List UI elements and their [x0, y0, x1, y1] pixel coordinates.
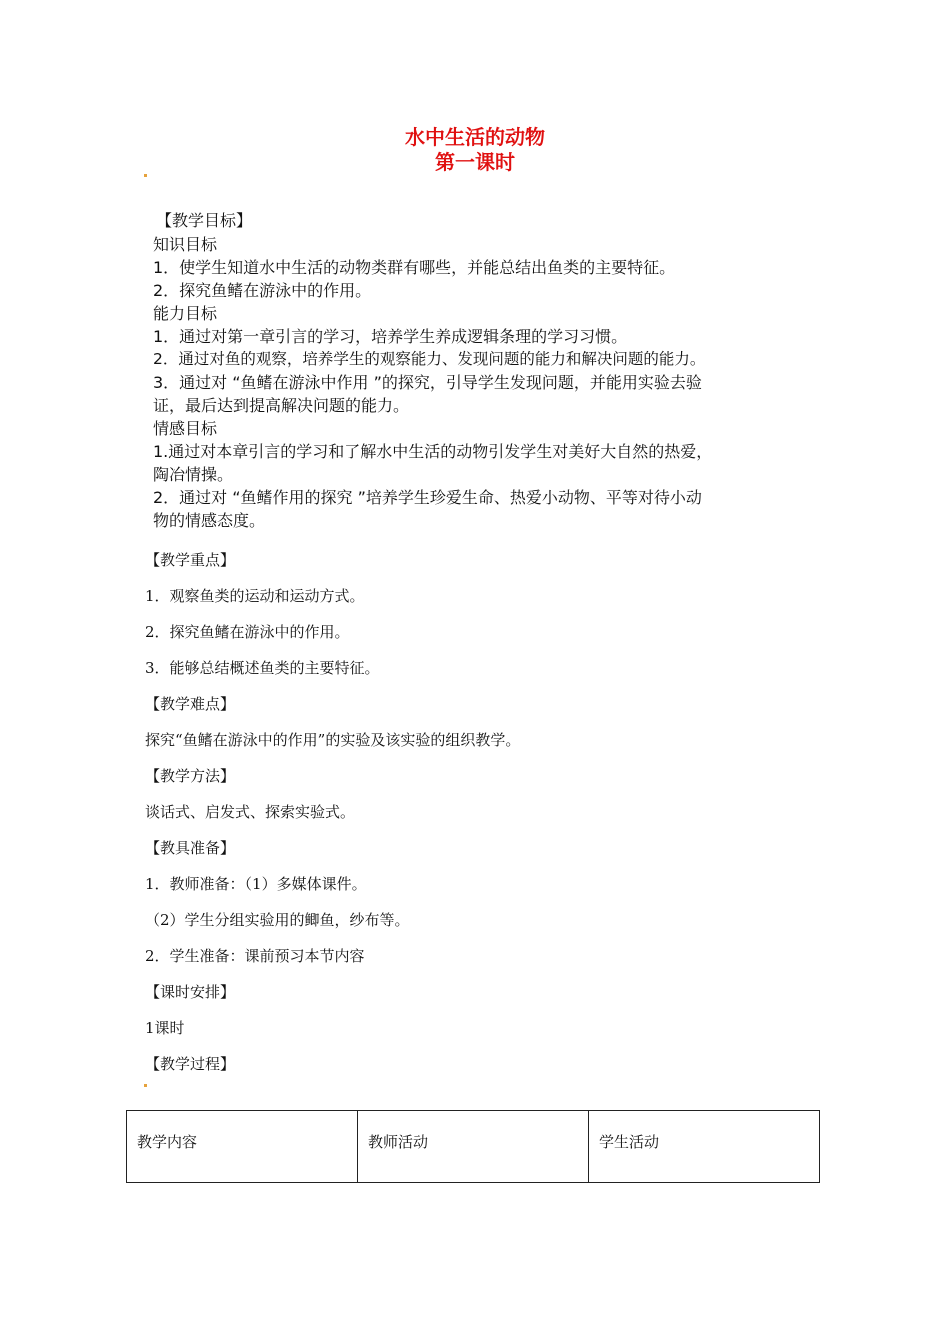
schedule-heading: 【课时安排】 [145, 983, 236, 1001]
knowledge-label: 知识目标 [153, 235, 218, 254]
knowledge-item: 1．使学生知道水中生活的动物类群有哪些，并能总结出鱼类的主要特征。 [153, 258, 676, 277]
bullet-marker [144, 174, 147, 177]
preparation-item: 1．教师准备：（1）多媒体课件。 [145, 875, 367, 893]
ability-item: 证，最后达到提高解决问题的能力。 [153, 396, 410, 415]
preparation-heading: 【教具准备】 [145, 839, 236, 857]
process-table [126, 1110, 820, 1183]
knowledge-item: 2．探究鱼鳍在游泳中的作用。 [153, 281, 372, 300]
difficulties-heading: 【教学难点】 [145, 695, 236, 713]
objectives-heading: 【教学目标】 [156, 211, 253, 230]
table-header-cell: 教学内容 [127, 1111, 358, 1183]
key-point-item: 1．观察鱼类的运动和运动方式。 [145, 587, 365, 605]
bullet-marker [144, 1084, 147, 1087]
document-title: 水中生活的动物 [405, 125, 545, 149]
table-header-cell: 教师活动 [358, 1111, 589, 1183]
process-heading: 【教学过程】 [145, 1055, 236, 1073]
key-points-heading: 【教学重点】 [145, 551, 236, 569]
emotion-item: 陶冶情操。 [153, 465, 234, 484]
emotion-item: 1.通过对本章引言的学习和了解水中生活的动物引发学生对美好大自然的热爱， [153, 442, 713, 461]
ability-label: 能力目标 [153, 304, 218, 323]
document-subtitle: 第一课时 [435, 150, 515, 174]
difficulties-text: 探究“鱼鳍在游泳中的作用”的实验及该实验的组织教学。 [145, 731, 521, 749]
methods-text: 谈话式、启发式、探索实验式。 [145, 803, 356, 821]
table-header-cell: 学生活动 [589, 1111, 820, 1183]
emotion-item: 物的情感态度。 [153, 511, 266, 530]
key-point-item: 3．能够总结概述鱼类的主要特征。 [145, 659, 380, 677]
table-row [127, 1111, 820, 1183]
preparation-item: （2）学生分组实验用的鲫鱼，纱布等。 [145, 911, 410, 929]
ability-item: 3．通过对 “鱼鳍在游泳中作用 ”的探究，引导学生发现问题，并能用实验去验 [153, 373, 702, 392]
methods-heading: 【教学方法】 [145, 767, 236, 785]
preparation-item: 2．学生准备：课前预习本节内容 [145, 947, 365, 965]
key-point-item: 2．探究鱼鳍在游泳中的作用。 [145, 623, 350, 641]
emotion-label: 情感目标 [153, 419, 218, 438]
schedule-text: 1课时 [145, 1019, 185, 1037]
emotion-item: 2．通过对 “鱼鳍作用的探究 ”培养学生珍爱生命、热爱小动物、平等对待小动 [153, 488, 702, 507]
ability-item: 1．通过对第一章引言的学习，培养学生养成逻辑条理的学习习惯。 [153, 327, 628, 346]
ability-item: 2．通过对鱼的观察，培养学生的观察能力、发现问题的能力和解决问题的能力。 [153, 350, 706, 368]
